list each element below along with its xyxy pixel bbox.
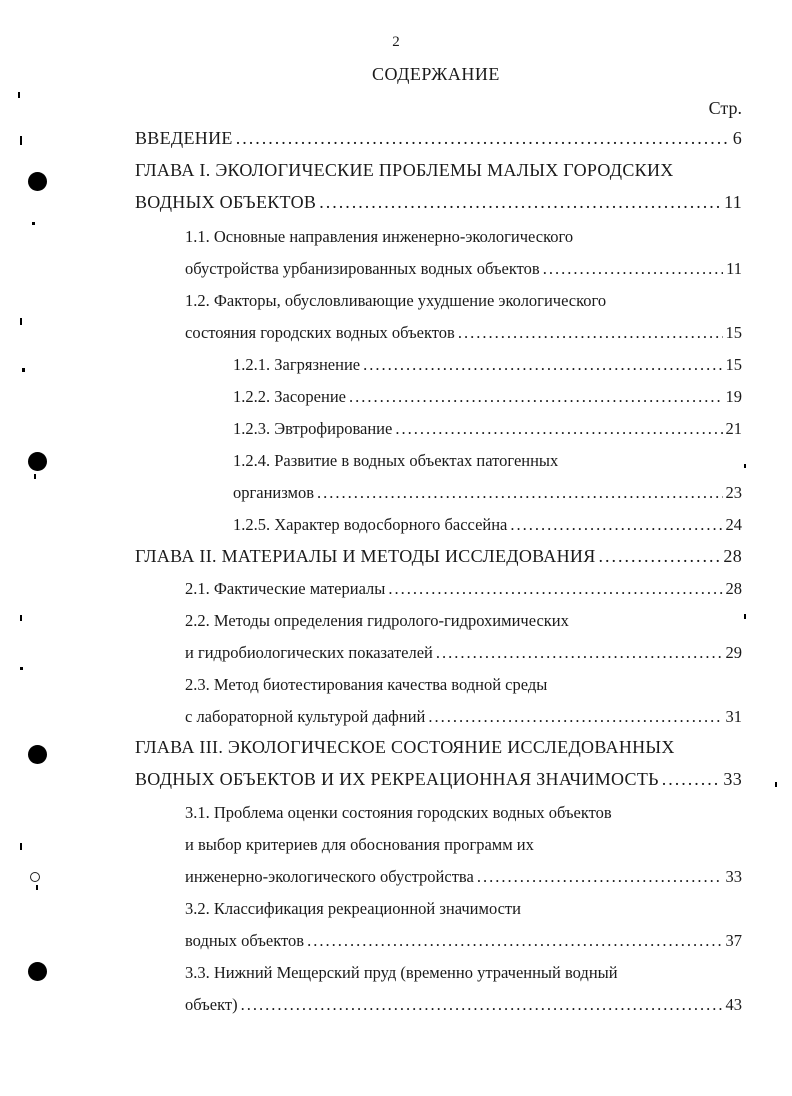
toc-entry-1-2-4: организмов ..... 23 (233, 483, 742, 503)
toc-entry-2-2-line-1: 2.2. Методы определения гидролого-гидрохимических (185, 611, 569, 630)
toc-entry-2-2: и гидробиологических показателей ..... 29 (185, 643, 742, 663)
toc-entry-1-2-4-line-1: 1.2.4. Развитие в водных объектах патогенных (233, 451, 559, 470)
toc-entry-introduction: ВВЕДЕНИЕ ..... 6 (135, 128, 742, 149)
scan-speck (22, 368, 25, 372)
toc-entry-chapter-1: ВОДНЫХ ОБЪЕКТОВ ..... 11 (135, 192, 742, 213)
toc-entry-1-1-line-1: 1.1. Основные направления инженерно-экологического (185, 227, 574, 246)
toc-entry-3-1-line-2: и выбор критериев для обоснования программ их (185, 835, 534, 854)
toc-entry-1-2-1: 1.2.1. Загрязнение ..... 15 (233, 355, 742, 375)
scan-speck (20, 667, 23, 670)
binder-hole-mark (28, 745, 47, 764)
scan-speck (20, 318, 22, 325)
scan-speck (744, 464, 746, 468)
scan-speck (30, 872, 40, 882)
binder-hole-mark (28, 452, 47, 471)
scan-speck (18, 92, 20, 98)
scan-speck (34, 474, 36, 479)
toc-entry-chapter-1-line-1: ГЛАВА I. ЭКОЛОГИЧЕСКИЕ ПРОБЛЕМЫ МАЛЫХ ГОРОДСКИХ (135, 160, 674, 180)
toc-entry-1-2-3: 1.2.3. Эвтрофирование ..... 21 (233, 419, 742, 439)
page-title: СОДЕРЖАНИЕ (372, 64, 500, 84)
scan-speck (32, 222, 35, 225)
binder-hole-mark (28, 962, 47, 981)
toc-entry-2-3: с лабораторной культурой дафний ..... 31 (185, 707, 742, 727)
toc-entry-1-2: состояния городских водных объектов ..... 15 (185, 323, 742, 343)
toc-entry-3-2: водных объектов ..... 37 (185, 931, 742, 951)
scan-speck (20, 843, 22, 850)
toc-entry-chapter-3-line-1: ГЛАВА III. ЭКОЛОГИЧЕСКОЕ СОСТОЯНИЕ ИССЛЕДОВАННЫХ (135, 737, 675, 757)
toc-entry-2-3-line-1: 2.3. Метод биотестирования качества водной среды (185, 675, 548, 694)
page-number: 2 (392, 34, 400, 50)
toc-entry-3-3-line-1: 3.3. Нижний Мещерский пруд (временно утраченный водный (185, 963, 618, 982)
toc-entry-3-2-line-1: 3.2. Классификация рекреационной значимости (185, 899, 521, 918)
toc-entry-1-2-line-1: 1.2. Факторы, обусловливающие ухудшение экологического (185, 291, 607, 310)
scan-speck (36, 885, 38, 890)
toc-entry-3-1: инженерно-экологического обустройства ..... 33 (185, 867, 742, 887)
binder-hole-mark (28, 172, 47, 191)
toc-entry-chapter-2: ГЛАВА II. МАТЕРИАЛЫ И МЕТОДЫ ИССЛЕДОВАНИЯ ..... 28 (135, 546, 742, 567)
toc-entry-1-2-2: 1.2.2. Засорение ..... 19 (233, 387, 742, 407)
toc-entry-2-1: 2.1. Фактические материалы ..... 28 (185, 579, 742, 599)
scan-speck (20, 136, 22, 145)
scan-speck (744, 614, 746, 619)
toc-entry-1-1: обустройства урбанизированных водных объектов ..... 11 (185, 259, 742, 279)
scan-speck (775, 782, 777, 787)
scan-speck (20, 615, 22, 621)
toc-entry-3-1-line-1: 3.1. Проблема оценки состояния городских водных объектов (185, 803, 612, 822)
toc-entry-3-3: объект) ..... 43 (185, 995, 742, 1015)
toc-entry-chapter-3: ВОДНЫХ ОБЪЕКТОВ И ИХ РЕКРЕАЦИОННАЯ ЗНАЧИМОСТЬ ..... 33 (135, 769, 742, 790)
toc-entry-1-2-5: 1.2.5. Характер водосборного бассейна ..... 24 (233, 515, 742, 535)
page-column-header: Стр. (708, 98, 742, 118)
